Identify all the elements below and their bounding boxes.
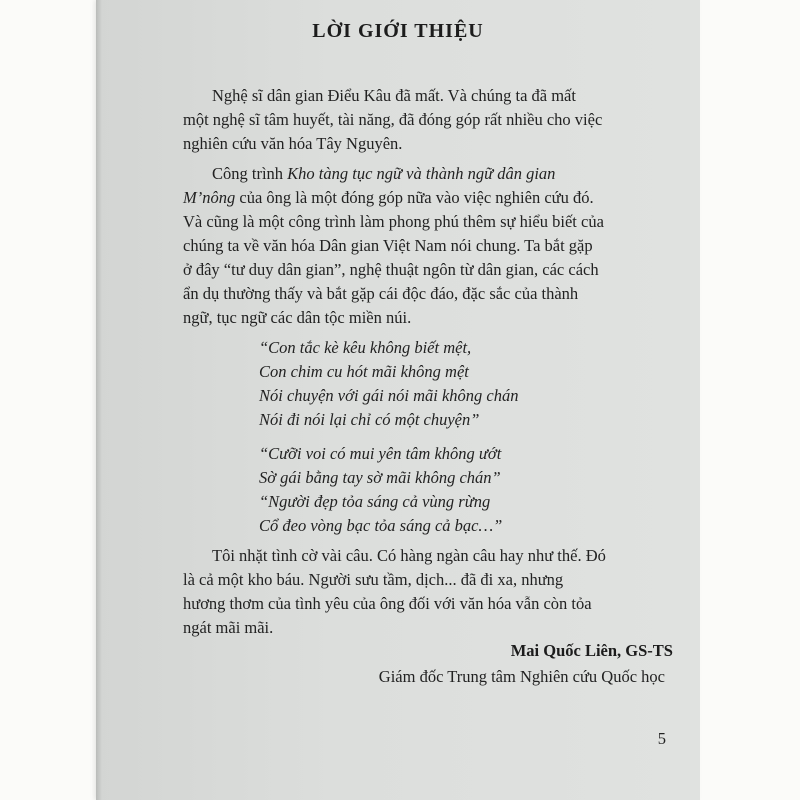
- paragraph-2-line-5: ở đây “tư duy dân gian”, nghệ thuật ngôn từ dân gian, các cách: [183, 260, 599, 279]
- verse-1-line-4: Nói đi nói lại chỉ có một chuyện”: [259, 410, 480, 429]
- book-page: [96, 0, 700, 800]
- author-signature: Mai Quốc Liên, GS-TS: [510, 641, 673, 660]
- paragraph-2-line-4: chúng ta về văn hóa Dân gian Việt Nam nói chung. Ta bắt gặp: [183, 236, 593, 255]
- paragraph-3-line-3: hương thơm của tình yêu của ông đối với văn hóa vẫn còn tỏa: [183, 594, 592, 613]
- verse-2-line-4: Cổ đeo vòng bạc tỏa sáng cả bạc…”: [259, 516, 503, 535]
- paragraph-2-line-1: [212, 164, 555, 184]
- verse-2-line-1: “Cưỡi voi có mui yên tâm không ướt: [259, 444, 502, 463]
- verse-1-line-3: Nói chuyện với gái nói mãi không chán: [259, 386, 519, 405]
- paragraph-1-line-2: một nghệ sĩ tâm huyết, tài năng, đã đóng góp rất nhiều cho việc: [183, 110, 603, 129]
- paragraph-2-line-7: ngữ, tục ngữ các dân tộc miền núi.: [183, 308, 412, 327]
- author-role: Giám đốc Trung tâm Nghiên cứu Quốc học: [378, 667, 665, 686]
- page-number: 5: [657, 729, 666, 748]
- paragraph-3-line-1: Tôi nhặt tình cờ vài câu. Có hàng ngàn câu hay như thế. Đó: [212, 546, 606, 565]
- paragraph-2-line-2-rest: của ông là một đóng góp nữa vào việc nghiên cứu đó.: [235, 188, 594, 207]
- verse-2-line-2: Sờ gái bằng tay sờ mãi không chán”: [259, 468, 501, 487]
- verse-1-line-1: “Con tắc kè kêu không biết mệt,: [259, 338, 472, 357]
- paragraph-3-line-2: là cả một kho báu. Người sưu tầm, dịch... đã đi xa, nhưng: [183, 570, 564, 589]
- paragraph-1-line-3: nghiên cứu văn hóa Tây Nguyên.: [183, 134, 403, 153]
- page-title: LỜI GIỚI THIỆU: [312, 20, 484, 42]
- verse-1-line-2: Con chim cu hót mãi không mệt: [259, 362, 469, 381]
- paragraph-2-line-1-prefix: Công trình: [212, 164, 288, 183]
- paragraph-2-line-6: ẩn dụ thường thấy và bắt gặp cái độc đáo, đặc sắc của thành: [183, 284, 579, 303]
- book-title-part-1: Kho tàng tục ngữ và thành ngữ dân gian: [287, 164, 556, 183]
- verse-2-line-3: “Người đẹp tỏa sáng cả vùng rừng: [259, 492, 491, 511]
- paragraph-2-line-3: Và cũng là một công trình làm phong phú thêm sự hiểu biết của: [183, 212, 604, 231]
- page-spine-edge: [96, 0, 102, 800]
- book-title-part-2: M’nông: [183, 188, 236, 207]
- paragraph-1-line-1: Nghệ sĩ dân gian Điểu Kâu đã mất. Và chúng ta đã mất: [212, 86, 576, 105]
- paragraph-3-line-4: ngát mãi mãi.: [183, 618, 274, 637]
- paragraph-2-line-2: [183, 188, 594, 208]
